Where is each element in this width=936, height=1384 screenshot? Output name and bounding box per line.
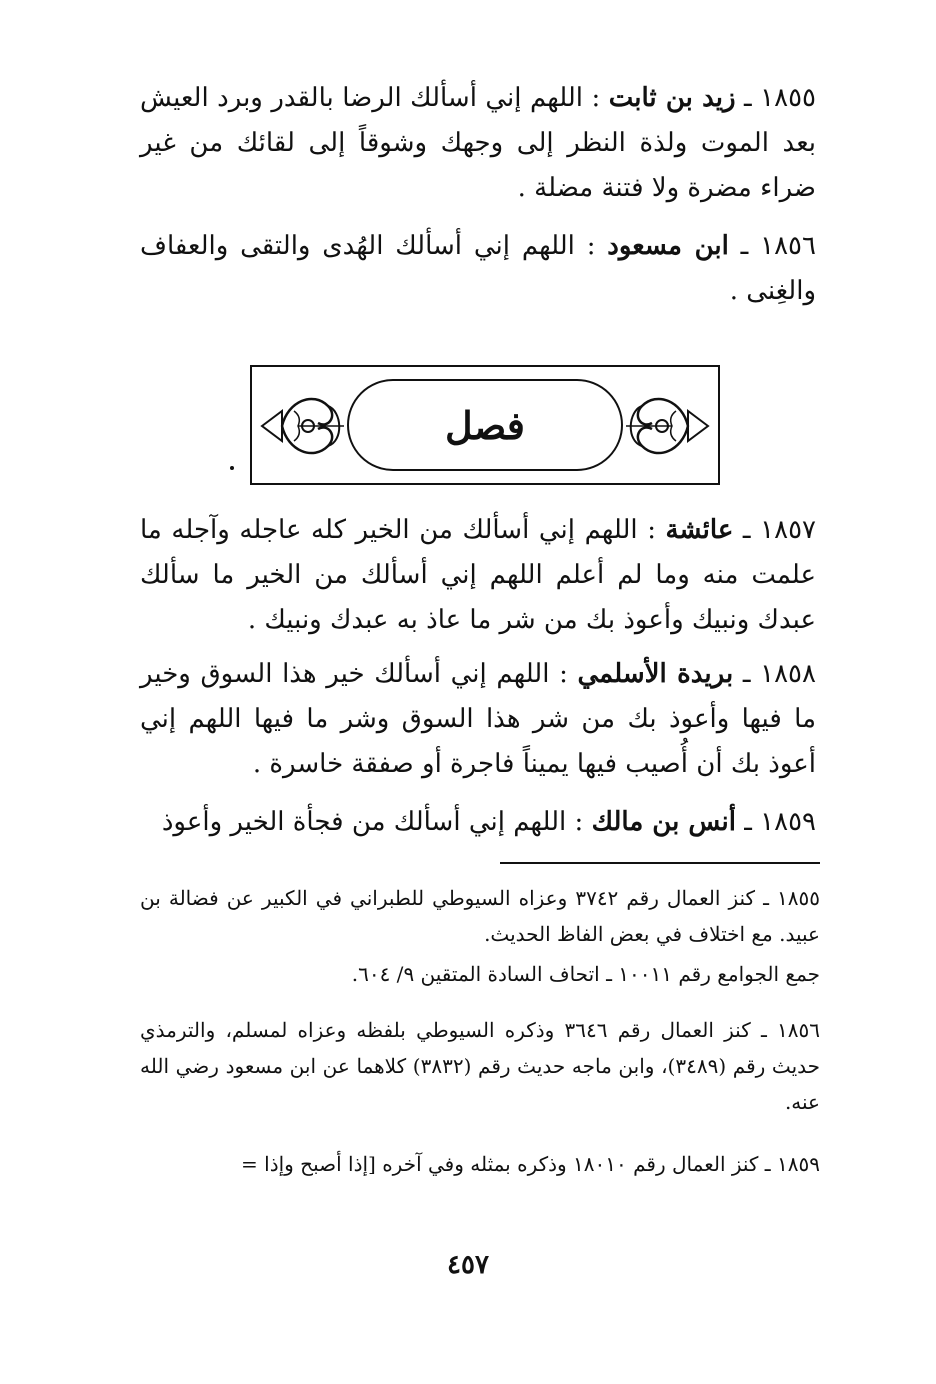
hadith-text: : اللهم إني أسألك من الخير كله عاجله وآجله ما علمت منه وما لم أعلم اللهم إني أسألك من الخير ما سألك عبدك ونبيك وأعوذ بك من شر ما عاذ به عبدك ونبيك .	[140, 515, 816, 635]
footnote-line: جمع الجوامع رقم ١٠٠١١ ـ اتحاف السادة المتقين ٩/ ٦٠٤.	[351, 962, 820, 986]
footnote-1859	[140, 1146, 820, 1182]
hadith-entry-1858	[140, 652, 816, 787]
separator: ـ	[728, 231, 761, 261]
hadith-text: : اللهم إني أسألك من فجأة الخير وأعوذ	[161, 807, 592, 837]
narrator-name: أنس بن مالك	[591, 807, 736, 837]
footnote-1856	[140, 1012, 820, 1120]
narrator-name: بريدة الأسلمي	[577, 659, 734, 689]
hadith-text: : اللهم إني أسألك الرضا بالقدر وبرد العيش بعد الموت ولذة النظر إلى وجهك وشوقاً إلى لقائك من غير ضراء مضرة ولا فتنة مضلة .	[140, 83, 816, 203]
hadith-number: ١٨٥٨	[760, 659, 816, 689]
narrator-name: زيد بن ثابت	[608, 83, 736, 113]
footnote-1855-continued	[140, 956, 820, 992]
section-heading: فصل	[445, 402, 525, 448]
page-number: ٤٥٧	[447, 1250, 489, 1280]
footnote-divider	[500, 862, 820, 864]
stray-mark	[230, 466, 234, 470]
footnote-line: ١٨٥٩ ـ كنز العمال رقم ١٨٠١٠ وذكره بمثله وفي آخره [إذا أصبح وإذا =	[241, 1152, 820, 1176]
hadith-number: ١٨٥٩	[760, 807, 816, 837]
separator: ـ	[733, 659, 761, 689]
hadith-entry-1859	[140, 800, 816, 845]
section-banner	[250, 365, 720, 485]
right-ornament-icon	[624, 381, 712, 471]
hadith-number: ١٨٥٦	[760, 231, 816, 261]
hadith-text: : اللهم إني أسألك خير هذا السوق وخير ما فيها وأعوذ بك من شر هذا السوق وشر ما فيها اللهم إني أعوذ بك أن أُصيب فيها يميناً فاجرة أو صفقة خاسرة .	[140, 659, 816, 779]
heading-frame	[347, 379, 623, 471]
footnote-line: ١٨٥٦ ـ كنز العمال رقم ٣٦٤٦ وذكره السيوطي بلفظه وعزاه لمسلم، والترمذي حديث رقم (٣٤٨٩)، وابن ماجه حديث رقم (٣٨٣٢) كلاهما عن ابن مسعود رضي الله عنه.	[140, 1018, 821, 1114]
separator: ـ	[733, 515, 761, 545]
hadith-entry-1856	[140, 224, 816, 314]
narrator-name: ابن مسعود	[607, 231, 729, 261]
hadith-number: ١٨٥٧	[760, 515, 816, 545]
hadith-entry-1857	[140, 508, 816, 643]
separator: ـ	[735, 807, 761, 837]
separator: ـ	[735, 83, 761, 113]
hadith-entry-1855	[140, 76, 816, 211]
narrator-name: عائشة	[665, 515, 734, 545]
footnote-1855	[140, 880, 820, 952]
hadith-number: ١٨٥٥	[760, 83, 816, 113]
hadith-text: : اللهم إني أسألك الهُدى والتقى والعفاف والغِنى .	[140, 231, 816, 306]
footnote-line: ١٨٥٥ ـ كنز العمال رقم ٣٧٤٢ وعزاه السيوطي للطبراني في الكبير عن فضالة بن عبيد. مع اختلاف في بعض الفاظ الحديث.	[140, 886, 820, 946]
left-ornament-icon	[258, 381, 346, 471]
